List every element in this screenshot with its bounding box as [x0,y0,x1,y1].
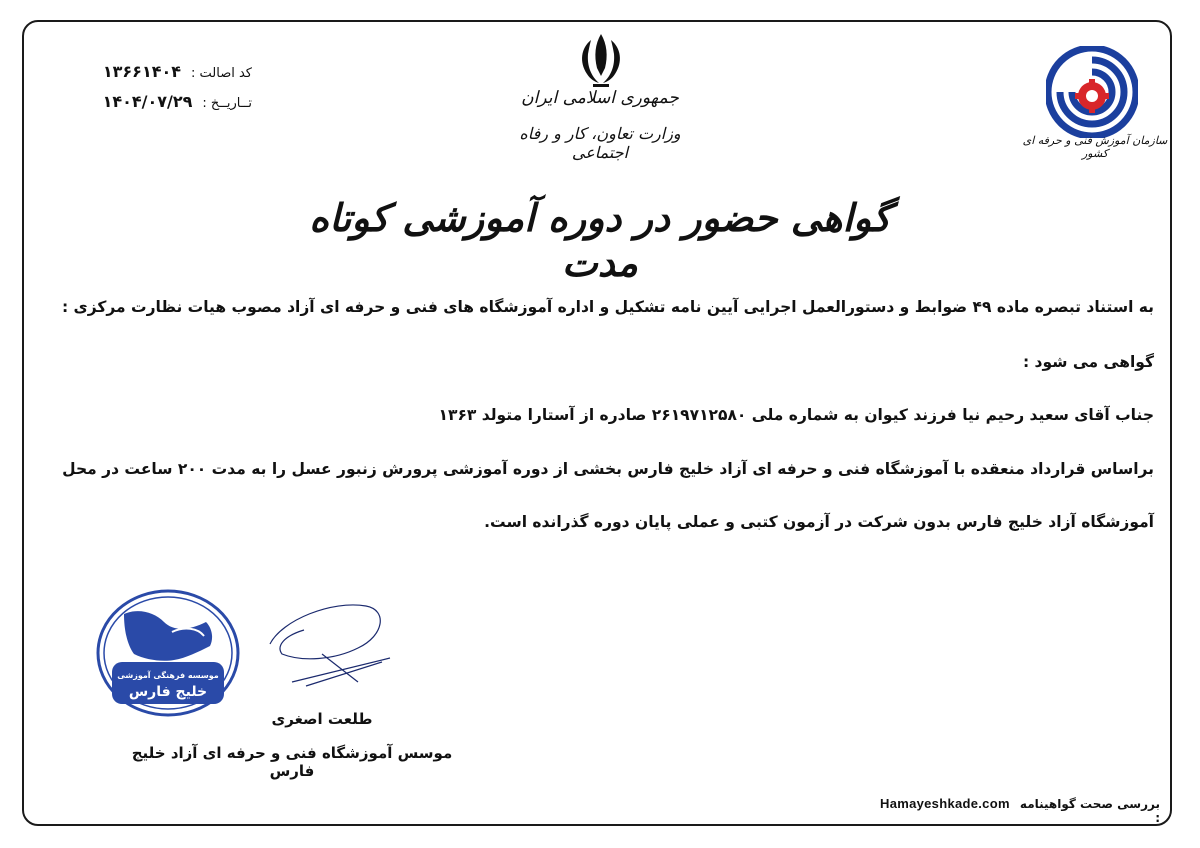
authenticity-code-row [62,62,252,92]
date-value: ۱۴۰۴/۰۷/۲۹ [102,92,193,111]
republic-title: جمهوری اسلامی ایران [521,88,679,108]
verification-note [880,796,1160,825]
verification-website[interactable]: Hamayeshkade.com [880,796,1010,811]
organization-name: سازمان آموزش فنی و حرفه ای کشور [1022,134,1168,160]
course-details-line1: براساس قرارداد منعقده با آموزشگاه فنی و حرفه ای آزاد خلیج فارس بخشی از دوره آموزشی پرورش زنبور عسل را به مدت ۲۰۰ ساعت در محل [62,460,1154,478]
certificate-title: گواهی حضور در دوره آموزشی کوتاه مدت [309,195,891,285]
iran-emblem-icon [573,30,629,88]
holder-details: جناب آقای سعید رحیم نیا فرزند کیوان به شماره ملی ۲۶۱۹۷۱۲۵۸۰ صادره از آستارا متولد ۱۳۶۳ [438,406,1154,424]
authenticity-code-value: ۱۳۶۶۱۴۰۴ [102,62,181,81]
signer-name: طلعت اصغری [271,710,373,728]
course-details-line2: آموزشگاه آزاد خلیج فارس بدون شرکت در آزمون کتبی و عملی پایان دوره گذرانده است. [484,513,1154,531]
certificate-meta [62,62,252,122]
founder-title: موسس آموزشگاه فنی و حرفه ای آزاد خلیج فارس [131,744,453,780]
date-label: تــاریــخ : [202,96,252,111]
ministry-title: وزارت تعاون، کار و رفاه اجتماعی [519,124,681,162]
stamp-line1: موسسه فرهنگی آموزشی [117,671,219,680]
authenticity-code-label: کد اصالت : [191,66,252,81]
legal-basis-text: به استناد تبصره ماده ۴۹ ضوابط و دستورالعمل اجرایی آیین نامه تشکیل و اداره آموزشگاه های فنی و حرفه ای آزاد مصوب هیات نظارت مرکزی : [61,298,1154,316]
date-row [62,92,252,122]
tvto-logo-icon [1046,46,1138,138]
certification-statement: گواهی می شود : [1022,353,1154,371]
handwritten-signature [262,596,392,688]
stamp-line2: خلیج فارس [128,684,208,700]
verification-label: بررسی صحت گواهینامه : [1019,797,1160,825]
institute-stamp [94,588,242,718]
